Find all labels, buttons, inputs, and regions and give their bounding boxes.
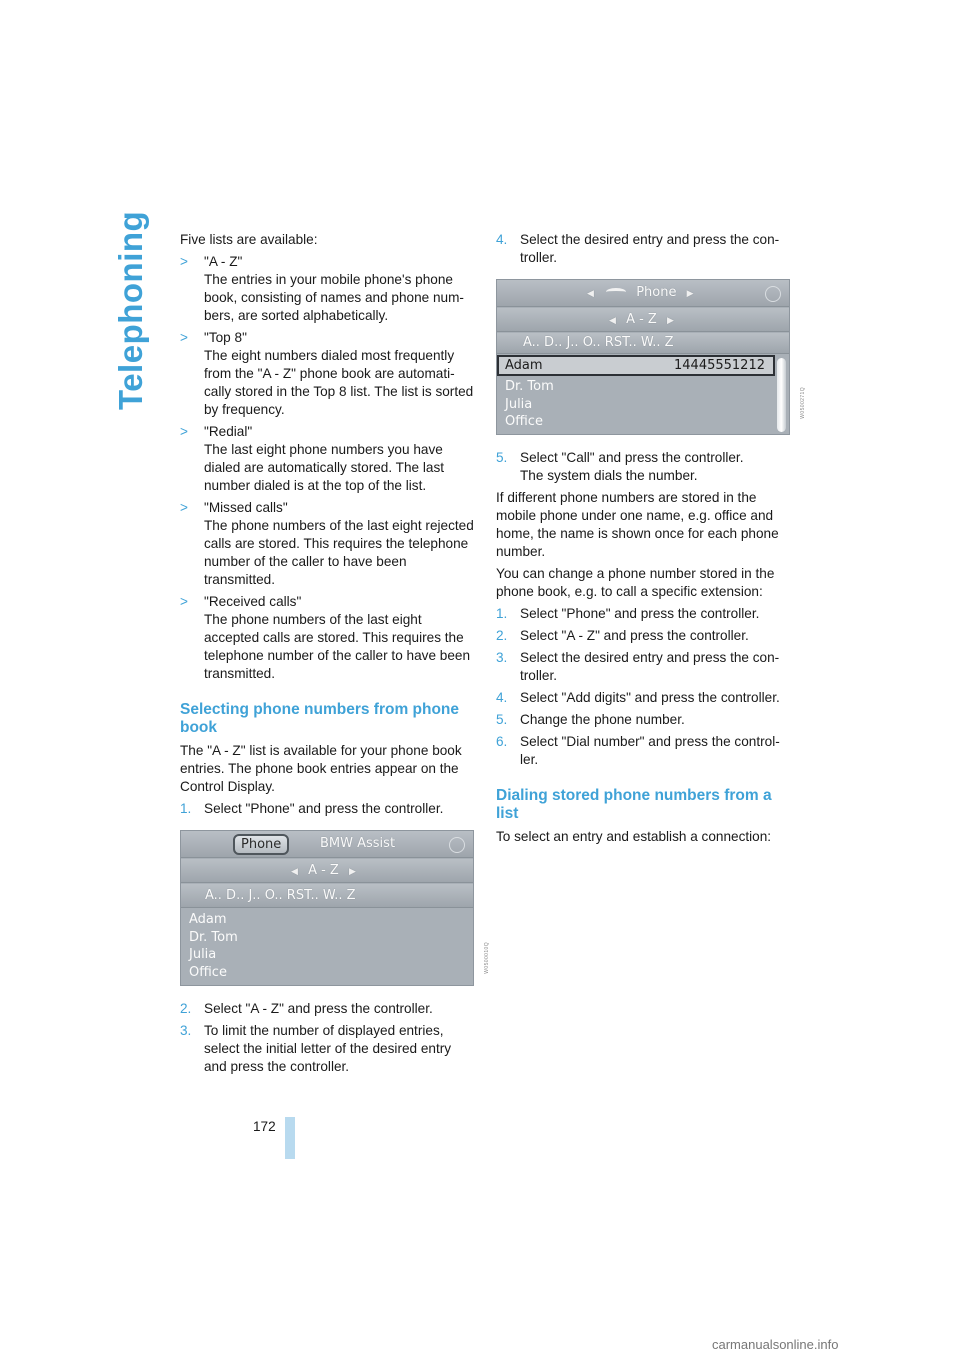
letter-groups[interactable]: A.. D.. J.. O.. RST.. W.. Z: [205, 888, 356, 903]
selected-number: 14445551212: [674, 358, 765, 373]
list-types: [180, 253, 474, 683]
steps-list: [180, 800, 474, 818]
step-number: 6.: [496, 734, 508, 749]
control-display-screen: [180, 830, 474, 986]
step-number: 4.: [496, 232, 508, 247]
step-item: [496, 649, 792, 685]
step-text: Select "A - Z" and press the controller.: [204, 1001, 433, 1016]
list-item[interactable]: Office: [189, 964, 227, 980]
bullet-marker: >: [180, 330, 188, 345]
title-row[interactable]: [587, 285, 694, 302]
controller-icon: [765, 286, 781, 302]
step-text: Select "A - Z" and press the controller.: [520, 628, 749, 643]
tab-phone[interactable]: Phone: [233, 834, 289, 855]
entry-list: [505, 378, 554, 431]
chevron-right-icon: ▶: [666, 316, 674, 326]
chevron-right-icon: ▶: [348, 867, 356, 877]
scrollbar[interactable]: [777, 358, 786, 432]
selected-entry[interactable]: [497, 355, 775, 376]
section-side-title: Telephoning: [112, 210, 149, 410]
steps-list: [496, 605, 792, 769]
step-text: Select "Call" and press the controller.: [520, 450, 744, 465]
list-item: [180, 499, 474, 589]
list-item: [180, 593, 474, 683]
letter-groups[interactable]: A.. D.. J.. O.. RST.. W.. Z: [523, 335, 674, 350]
list-item[interactable]: Office: [505, 414, 543, 429]
list-item[interactable]: Dr. Tom: [189, 929, 238, 945]
step-item: [496, 231, 792, 267]
list-title-row[interactable]: [609, 312, 674, 329]
display-figure: [180, 830, 490, 986]
step-number: 4.: [496, 690, 508, 705]
step-number: 2.: [180, 1001, 192, 1016]
handset-icon: [606, 288, 626, 296]
bullet-marker: >: [180, 594, 188, 609]
page-number: 172: [253, 1119, 276, 1134]
step-text: Select "Dial number" and press the control- ler.: [520, 734, 780, 767]
step-text: To limit the number of displayed entries, select the initial letter of the desired entry and press the controller.: [204, 1023, 452, 1074]
step-item: [496, 711, 792, 729]
watermark[interactable]: carmanualsonline.info: [712, 1337, 839, 1352]
right-column: [496, 231, 806, 850]
list-item: [180, 329, 474, 419]
controller-icon: [449, 837, 465, 853]
list-item: [180, 423, 474, 495]
section-heading: Dialing stored phone numbers from a list: [496, 787, 772, 822]
body-paragraph: You can change a phone number stored in the phone book, e.g. to call a specific extension:: [496, 566, 775, 599]
step-text: Select "Phone" and press the controller.: [204, 801, 444, 816]
chevron-right-icon: ▶: [686, 289, 694, 299]
body-paragraph: The "A - Z" list is available for your phone book entries. The phone book entries appear on the Control Display.: [180, 743, 462, 794]
list-item[interactable]: Julia: [505, 396, 533, 412]
step-item: [496, 733, 792, 769]
bullet-marker: >: [180, 254, 188, 269]
step-number: 5.: [496, 450, 508, 465]
figure-code: W0500271Q: [800, 387, 806, 419]
list-item-title: "Top 8": [204, 330, 247, 345]
step-number: 3.: [496, 650, 508, 665]
step-text: Select the desired entry and press the con- troller.: [520, 650, 780, 683]
steps-list: [180, 1000, 474, 1076]
step-item: [496, 627, 792, 645]
step-item: [180, 1000, 474, 1018]
display-figure: [496, 279, 806, 435]
section-heading: Selecting phone numbers from phone book: [180, 701, 460, 736]
list-item-title: "Received calls": [204, 594, 302, 609]
figure-code: W0500010Q: [484, 942, 490, 974]
step-item: [496, 605, 792, 623]
list-item-title: "Redial": [204, 424, 253, 439]
steps-list: [496, 449, 792, 485]
page-marker-bar: [285, 1117, 295, 1159]
list-item-body: The phone numbers of the last eight rejected calls are stored. This requires the telephone number of the caller to have been transmitted.: [204, 518, 474, 587]
step-text: Select "Add digits" and press the controller.: [520, 690, 780, 705]
list-item[interactable]: Julia: [189, 947, 217, 962]
list-item-body: The phone numbers of the last eight accepted calls are stored. This requires the telephone number of the caller to have been transmitted.: [204, 612, 471, 681]
step-subtext: The system dials the number.: [520, 468, 698, 483]
list-item: [180, 253, 474, 325]
list-item[interactable]: Adam: [189, 912, 227, 927]
intro-text: Five lists are available:: [180, 232, 318, 247]
body-paragraph: If different phone numbers are stored in the mobile phone under one name, e.g. office and home, the name is shown once for each phone number.: [496, 490, 779, 559]
body-paragraph: To select an entry and establish a connection:: [496, 829, 772, 844]
tab-bmw-assist[interactable]: BMW Assist: [320, 836, 396, 851]
step-text: Select the desired entry and press the con- troller.: [520, 232, 780, 265]
step-number: 5.: [496, 712, 508, 727]
list-title: A - Z: [308, 863, 339, 878]
step-item: [180, 800, 474, 818]
selected-name: Adam: [505, 358, 543, 373]
list-item-title: "A - Z": [204, 254, 243, 269]
step-item: [496, 449, 792, 485]
list-title: A - Z: [626, 312, 657, 327]
step-text: Select "Phone" and press the controller.: [520, 606, 760, 621]
steps-list: [496, 231, 792, 267]
bullet-marker: >: [180, 500, 188, 515]
step-number: 2.: [496, 628, 508, 643]
control-display-screen: [496, 279, 790, 435]
entry-list: [189, 911, 238, 981]
chevron-left-icon: ◀: [291, 867, 298, 877]
list-item[interactable]: Dr. Tom: [505, 379, 554, 394]
chevron-left-icon: ◀: [587, 289, 594, 299]
step-number: 1.: [496, 606, 508, 621]
step-item: [496, 689, 792, 707]
list-item-body: The eight numbers dialed most frequently from the "A - Z" phone book are automati- cally stored in the Top 8 list. The list is sorted by frequency.: [204, 348, 474, 417]
list-title-row[interactable]: [291, 863, 356, 880]
left-column: [180, 231, 490, 1080]
list-item-body: The last eight phone numbers you have dialed are automatically stored. The last number dialed is at the top of the list.: [204, 442, 445, 493]
list-item-body: The entries in your mobile phone's phone book, consisting of names and phone num- bers, are sorted alphabetically.: [204, 272, 464, 323]
screen-title: Phone: [636, 285, 677, 300]
list-item-title: "Missed calls": [204, 500, 288, 515]
bullet-marker: >: [180, 424, 188, 439]
step-number: 1.: [180, 801, 192, 816]
step-item: [180, 1022, 474, 1076]
step-text: Change the phone number.: [520, 712, 685, 727]
chevron-left-icon: ◀: [609, 316, 616, 326]
step-number: 3.: [180, 1023, 192, 1038]
